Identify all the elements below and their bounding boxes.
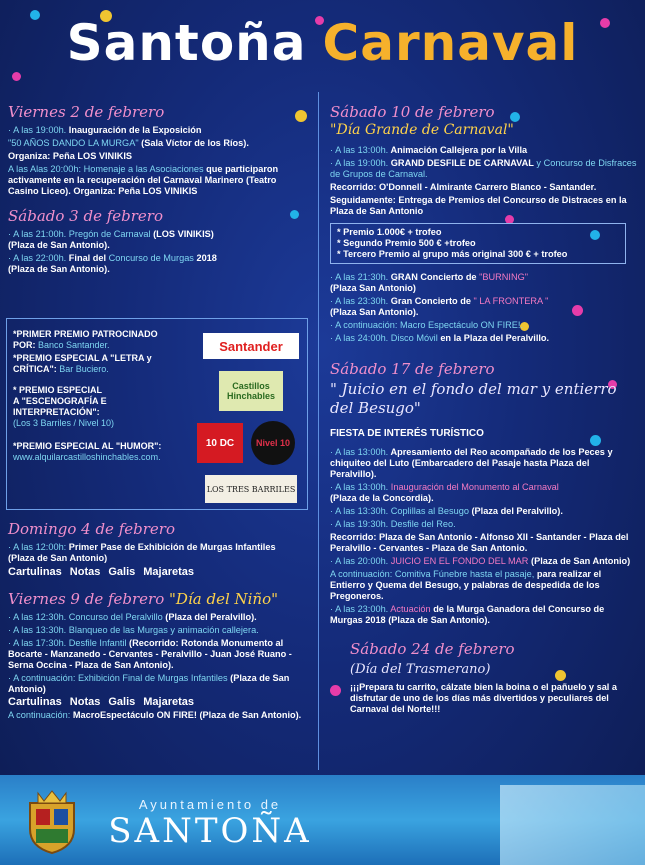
event-time: · A las 23:30h. bbox=[330, 296, 389, 306]
event-time: · A las 12:30h. bbox=[8, 612, 67, 622]
tres-barriles-logo: LOS TRES BARRILES bbox=[205, 475, 297, 503]
castillos-logo: Castillos Hinchables bbox=[219, 371, 283, 411]
event-title: JUICIO EN EL FONDO DEL MAR bbox=[388, 556, 529, 566]
event-text: Gran Concierto de bbox=[388, 296, 471, 306]
prize-title: *PREMIO ESPECIAL AL "HUMOR": bbox=[13, 441, 162, 451]
event-time: · A las 21:00h. bbox=[8, 229, 67, 239]
event-line bbox=[330, 556, 638, 567]
heading-sabado-3: Sábado 3 de febrero bbox=[8, 207, 164, 225]
heading-date: Viernes 9 de febrero bbox=[8, 590, 165, 608]
murga-cartulinas: Cartulinas bbox=[8, 566, 62, 578]
section-domingo-4 bbox=[8, 520, 313, 578]
event-time: · A las 13:00h. bbox=[330, 482, 389, 492]
event-title: Concurso de Murgas bbox=[106, 253, 194, 263]
event-line bbox=[8, 138, 308, 149]
event-title: "50 AÑOS DANDO LA MURGA" bbox=[8, 138, 139, 148]
prize-first: * Premio 1.000€ + trofeo bbox=[337, 227, 442, 237]
event-line bbox=[330, 447, 638, 480]
murga-notas: Notas bbox=[69, 566, 101, 578]
santander-logo: Santander bbox=[203, 333, 299, 359]
event-line bbox=[330, 145, 638, 156]
event-text: (Plaza del Peralvillo). bbox=[162, 612, 257, 622]
event-line bbox=[330, 569, 638, 602]
footer-santona: SANTOÑA bbox=[108, 811, 312, 851]
event-place: (Plaza de la Concordia). bbox=[330, 493, 434, 503]
prize-third: * Tercero Premio al grupo más original 300 € + trofeo bbox=[337, 249, 568, 259]
subheading-trasmerano: (Día del Trasmerano) bbox=[350, 662, 491, 677]
event-text: (Plaza del Peralvillo). bbox=[468, 506, 563, 516]
event-place: (Plaza de San Antonio). bbox=[8, 264, 110, 274]
title-word-santona: Santoña bbox=[66, 14, 307, 72]
event-title: Concurso del Peralvillo bbox=[66, 612, 163, 622]
event-time: · A las 19:00h. bbox=[330, 158, 389, 168]
event-line bbox=[330, 604, 638, 626]
event-line bbox=[8, 625, 313, 636]
murga-notas: Notas bbox=[69, 696, 101, 708]
event-line: ¡¡¡Prepara tu carrito, cálzate bien la boina o el pañuelo y sal a disfrutar de uno de los días más divertidos y peculiares del Carnaval del Norte!!! bbox=[350, 682, 618, 714]
footer-building-image bbox=[500, 785, 645, 865]
event-line bbox=[8, 638, 313, 671]
footer-banner bbox=[0, 775, 645, 865]
left-column-lower bbox=[8, 520, 313, 723]
prize-title: A "ESCENOGRAFÍA E bbox=[13, 396, 107, 406]
event-line bbox=[8, 253, 308, 275]
prizes-list bbox=[13, 329, 203, 465]
confetti-dot bbox=[12, 72, 21, 81]
event-text: que participaron activamente en la recuperación del Carnaval Marinero (Teatro Casino Liceo). Organiza: Peña LOS VINIKIS bbox=[8, 164, 279, 196]
event-title: " LA FRONTERA " bbox=[470, 296, 549, 306]
event-time: · A las 20:00h. bbox=[330, 556, 389, 566]
heading-sabado-10: Sábado 10 de febrero bbox=[330, 103, 495, 121]
event-line bbox=[8, 673, 313, 695]
event-time: A las Alas 20:00h: bbox=[8, 164, 82, 174]
prize-sponsor: (Los 3 Barriles / Nivel 10) bbox=[13, 418, 115, 428]
event-time: · A continuación: bbox=[330, 320, 398, 330]
event-time: A continuación: bbox=[8, 710, 71, 720]
murga-galis: Galis bbox=[108, 696, 136, 708]
prize-title: * PREMIO ESPECIAL bbox=[13, 385, 103, 395]
event-text: Apresamiento del Reo acompañado de los Peces y chiquiteo del Luto (Embarcadero del Pasaje hasta Plaza del Peralvillo). bbox=[330, 447, 613, 479]
section-sabado-24 bbox=[330, 640, 638, 715]
murgas-list bbox=[8, 697, 313, 708]
santona-coat-of-arms-icon bbox=[22, 789, 82, 855]
event-time: · A las 24:00h. bbox=[330, 333, 389, 343]
prizes-box bbox=[6, 318, 308, 510]
event-time: · A las 19:00h. bbox=[8, 125, 67, 135]
event-line bbox=[330, 320, 638, 331]
event-text: Animación Callejera por la Villa bbox=[388, 145, 528, 155]
event-text: Inauguración de la Exposición bbox=[66, 125, 202, 135]
event-text: MacroEspectáculo ON FIRE! (Plaza de San Antonio). bbox=[70, 710, 302, 720]
event-title: Disco Móvil bbox=[388, 333, 438, 343]
event-place: (Plaza de San Antonio). bbox=[8, 240, 110, 250]
event-line bbox=[8, 710, 313, 721]
event-line: Seguidamente: Entrega de Premios del Concurso de Distraces en la Plaza de San Antonio bbox=[330, 195, 627, 216]
event-line bbox=[8, 542, 313, 564]
section-sabado-3 bbox=[8, 207, 308, 275]
event-time: · A las 13:00h. bbox=[330, 145, 389, 155]
event-line bbox=[330, 272, 638, 294]
title-word-carnaval: Carnaval bbox=[322, 14, 579, 72]
event-time: · A las 21:30h. bbox=[330, 272, 389, 282]
event-title: Inauguración del Monumento al Carnaval bbox=[388, 482, 559, 492]
prize-box-disfraces bbox=[330, 223, 626, 264]
event-title: Comitiva Fúnebre hasta el pasaje, bbox=[392, 569, 535, 579]
event-text: Final del bbox=[66, 253, 107, 263]
prize-3 bbox=[13, 385, 203, 429]
event-line bbox=[330, 506, 638, 517]
event-text: GRAN Concierto de bbox=[388, 272, 477, 282]
event-title: Macro Espectáculo ON FIRE!. bbox=[397, 320, 524, 330]
event-time: · A las 13:30h. bbox=[8, 625, 67, 635]
event-text: de la Murga Ganadora del Concurso de Murgas 2018 (Plaza de San Antonio). bbox=[330, 604, 605, 625]
section-viernes-2 bbox=[8, 103, 308, 197]
event-line bbox=[330, 158, 638, 180]
prize-title: *PRIMER PREMIO PATROCINADO bbox=[13, 329, 158, 339]
event-title: Coplillas al Besugo bbox=[388, 506, 469, 516]
event-time: · A las 23:00h. bbox=[330, 604, 389, 614]
event-time: · A las 13:00h. bbox=[330, 447, 389, 457]
prize-sponsor: Banco Santander. bbox=[35, 340, 110, 350]
event-line bbox=[330, 333, 638, 344]
murga-majaretas: Majaretas bbox=[143, 566, 195, 578]
prize-title: *PREMIO ESPECIAL A "LETRA y bbox=[13, 353, 152, 363]
event-time: · A las 19:30h. bbox=[330, 519, 389, 529]
fiesta-interes-turistico: FIESTA DE INTERÉS TURÍSTICO bbox=[330, 428, 484, 439]
event-text: (Recorrido: Rotonda Monumento al Bocarte - Manzanedo - Cervantes - Peralvillo - Juan José Ruano - Serna Occina - Plaza de San Antonio). bbox=[8, 638, 292, 670]
prize-4 bbox=[13, 441, 203, 463]
event-time: · A las 12:00h: bbox=[8, 542, 67, 552]
prize-1 bbox=[13, 329, 203, 351]
event-title: Blanqueo de las Murgas y animación callejera. bbox=[66, 625, 259, 635]
event-text: GRAND DESFILE DE CARNAVAL bbox=[388, 158, 534, 168]
event-text: (LOS VINIKIS) bbox=[150, 229, 214, 239]
page-title bbox=[0, 14, 645, 72]
prize-sponsor: Bar Buciero. bbox=[56, 364, 109, 374]
event-text: (Plaza de San Antonio) bbox=[528, 556, 631, 566]
event-text: Primer Pase de Exhibición de Murgas Infantiles bbox=[66, 542, 276, 552]
event-title: "BURNING" bbox=[476, 272, 528, 282]
murga-galis: Galis bbox=[108, 566, 136, 578]
murgas-list bbox=[8, 567, 313, 578]
footer-ayuntamiento: Ayuntamiento de bbox=[138, 797, 282, 812]
section-sabado-17 bbox=[330, 360, 638, 626]
murga-majaretas: Majaretas bbox=[143, 696, 195, 708]
prize-label: CRÍTICA": bbox=[13, 364, 57, 374]
event-place: (Plaza San Antonio). bbox=[330, 307, 419, 317]
heading-domingo-4: Domingo 4 de febrero bbox=[8, 520, 175, 538]
event-place: (Plaza de San Antonio) bbox=[8, 553, 108, 563]
event-time: · A las 17:30h. bbox=[8, 638, 67, 648]
prize-sponsor: www.alquilarcastilloshinchables.com. bbox=[13, 452, 161, 462]
event-line bbox=[330, 296, 638, 318]
murga-cartulinas: Cartulinas bbox=[8, 696, 62, 708]
event-time: · A continuación: bbox=[8, 673, 76, 683]
event-time: A continuación: bbox=[330, 569, 393, 579]
event-line bbox=[8, 164, 308, 197]
prize-label: POR: bbox=[13, 340, 36, 350]
event-title: Desfile del Reo. bbox=[388, 519, 456, 529]
event-time: · A las 13:30h. bbox=[330, 506, 389, 516]
event-title: Desfile Infantil bbox=[66, 638, 127, 648]
event-time: · A las 22:00h. bbox=[8, 253, 67, 263]
prize-second: * Segundo Premio 500 € +trofeo bbox=[337, 238, 476, 248]
heading-sabado-17: Sábado 17 de febrero bbox=[330, 360, 495, 378]
subheading-juicio: " Juicio en el fondo del mar y entierro del Besugo" bbox=[330, 380, 617, 417]
right-column bbox=[330, 103, 638, 717]
event-title: Pregón de Carnaval bbox=[66, 229, 151, 239]
event-line bbox=[330, 519, 638, 530]
nivel10-logo: Nivel 10 bbox=[251, 421, 295, 465]
event-text: (Sala Víctor de los Ríos). bbox=[138, 138, 249, 148]
heading-subtitle: "Día del Niño" bbox=[164, 590, 279, 608]
heading-viernes-9 bbox=[8, 590, 313, 608]
event-title: Exhibición Final de Murgas Infantiles bbox=[75, 673, 228, 683]
event-line bbox=[8, 612, 313, 623]
prize-2 bbox=[13, 353, 203, 375]
event-line bbox=[8, 125, 308, 136]
event-title: y Concurso de Disfraces de Grupos de Carnaval. bbox=[330, 158, 637, 179]
10dc-logo: 10 DC bbox=[197, 423, 243, 463]
left-column bbox=[8, 103, 308, 277]
column-divider bbox=[318, 92, 319, 770]
event-text: para realizar el Entierro y Quema del Besugo, y palabras de despedida de los Pregoneros. bbox=[330, 569, 602, 601]
heading-viernes-2: Viernes 2 de febrero bbox=[8, 103, 165, 121]
event-line: Recorrido: O'Donnell - Almirante Carrero Blanco - Santander. bbox=[330, 182, 597, 192]
event-line bbox=[330, 482, 638, 504]
event-text: 2018 bbox=[193, 253, 217, 263]
section-viernes-9 bbox=[8, 590, 313, 721]
heading-sabado-24: Sábado 24 de febrero bbox=[350, 640, 515, 658]
event-place: (Plaza San Antonio) bbox=[330, 283, 416, 293]
event-title: Homenaje a las Asociaciones bbox=[81, 164, 204, 174]
event-title: Actuación bbox=[388, 604, 431, 614]
event-text: en la Plaza del Peralvillo. bbox=[437, 333, 550, 343]
subheading-dia-grande: "Día Grande de Carnaval" bbox=[330, 122, 514, 138]
prize-label: INTERPRETACIÓN": bbox=[13, 407, 100, 417]
section-sabado-10 bbox=[330, 103, 638, 344]
event-line: Recorrido: Plaza de San Antonio - Alfonso XII - Santander - Plaza del Peralvillo - Cervantes - Plaza de San Antonio. bbox=[330, 532, 629, 553]
event-line bbox=[8, 229, 308, 251]
event-text: (Plaza de San Antonio) bbox=[8, 673, 290, 694]
event-line: Organiza: Peña LOS VINIKIS bbox=[8, 151, 133, 161]
